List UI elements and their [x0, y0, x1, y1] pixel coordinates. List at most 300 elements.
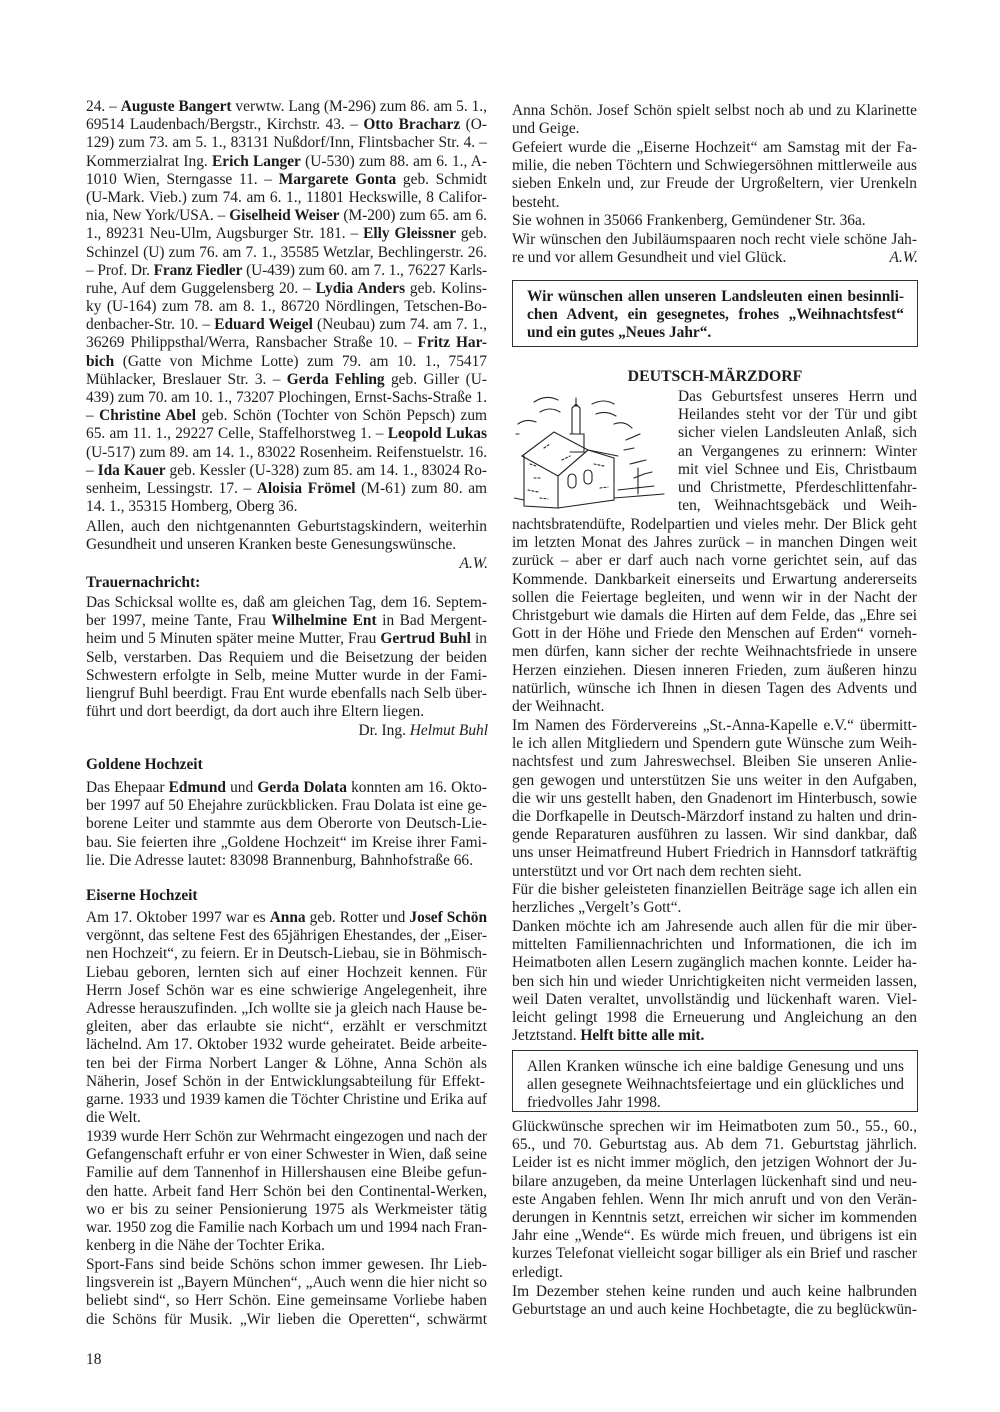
line-content: [86, 779, 487, 796]
line-content: [512, 899, 681, 916]
line-content: [86, 153, 487, 170]
text-run: 1939 wurde Herr Schön zur Wehrmacht eingezogen und nach der: [86, 1128, 487, 1145]
text-run: 129) zum 73. am 5. 1., 83131 Nußdorf/Inn, Flintsbacher Str. 4. –: [86, 134, 487, 152]
line-content: [86, 1292, 487, 1309]
text-line: [86, 1128, 488, 1146]
text-run: die Welt.: [86, 1109, 141, 1127]
text-run: lie. Die Adresse lautet: 83098 Brannenburg, Bahnhofstraße 66.: [86, 851, 473, 869]
line-content: [678, 424, 917, 441]
text-line: [512, 918, 918, 936]
line-content: [527, 324, 711, 341]
line-content: [512, 1301, 917, 1318]
text-line: [86, 1055, 488, 1073]
text-line: [512, 790, 918, 808]
line-content: [86, 298, 487, 315]
text-line: [512, 1209, 918, 1227]
text-line: [512, 808, 918, 826]
text-run: Mühlacker, Breslauer Str. 3. –: [86, 370, 287, 388]
text-line: [86, 498, 297, 516]
text-run: Heimatboten allen Lesern zugänglich machen konnte. Leider ha-: [512, 954, 917, 972]
text-run: Jahr eine „Wende“. Es würde mich freuen, und übrigens ist ein: [512, 1227, 917, 1245]
line-content: [86, 887, 198, 904]
line-content: [512, 881, 917, 898]
text-line: [512, 1009, 918, 1027]
text-line: [86, 1164, 488, 1182]
text-line: [512, 139, 918, 157]
text-line: [889, 249, 918, 267]
text-line: [86, 1091, 488, 1109]
text-line: [86, 171, 488, 189]
line-content: [86, 982, 487, 999]
paragraph: [512, 717, 918, 881]
text-line: [512, 1227, 918, 1245]
text-line: [86, 909, 488, 927]
text-run: DEUTSCH-MÄRZDORF: [627, 368, 803, 385]
line-content: [512, 516, 917, 533]
paragraph: [678, 388, 918, 515]
page-number: 18: [86, 1351, 102, 1368]
line-content: [86, 667, 487, 684]
line-content: [86, 815, 487, 832]
paragraph: [86, 1128, 488, 1255]
text-run: ber 1997, meine Tante, Frau: [86, 612, 272, 630]
text-run: (M-61) zum 80. am: [355, 479, 487, 497]
line-content: [86, 1219, 487, 1236]
line-content: [512, 552, 917, 569]
line-content: [889, 249, 918, 266]
text-run: unterstützt und vor Ort nach dem rechten sieht.: [512, 862, 802, 880]
text-run: gen gewogen und unterstützen Sie uns weiter in den Aufgaben,: [512, 771, 917, 789]
text-run: geb. Schmidt: [396, 170, 487, 188]
text-line: [86, 280, 488, 298]
line-content: [86, 480, 487, 497]
text-run: erledigt.: [512, 1263, 563, 1281]
text-run: Familie auf dem Tannenhof in Hillershausen eine Bleibe gefun-: [86, 1164, 487, 1182]
text-run: die Dorfkapelle in Deutsch-Märzdorf instand zu halten und drin-: [512, 807, 917, 825]
text-run: ruhe, Auf dem Guggelensberg 20. –: [86, 279, 316, 297]
line-content: [86, 244, 487, 261]
line-content: [86, 207, 487, 224]
text-line: [512, 212, 866, 230]
text-run: 1., 89231 Neu-Ulm, Augsburger Str. 181. –: [86, 225, 364, 243]
line-content: [512, 1136, 917, 1153]
text-line: [678, 479, 918, 497]
text-line: [512, 1173, 918, 1191]
text-run: in Bad Mergent-: [376, 612, 487, 630]
text-run: ber 1997 auf 50 Ehejahre zurückblicken. Frau Dolata ist eine ge-: [86, 797, 487, 815]
line-content: [86, 334, 487, 351]
paragraph: [86, 518, 488, 554]
text-run: 14. 1., 35315 Homberg, Oberg 36.: [86, 498, 298, 516]
text-line: [86, 927, 488, 945]
text-run: Anna Schön. Josef Schön spielt selbst noch ab und zu Klarinette: [512, 102, 917, 119]
text-run: (U-439) zum 60. am 7. 1., 76227 Karls-: [242, 261, 487, 279]
line-content: [459, 555, 488, 572]
paragraph: [86, 779, 488, 870]
line-content: [86, 612, 487, 629]
signature: [512, 249, 918, 267]
text-line: [512, 717, 918, 735]
text-run: und Christmette, Pferdeschlittenfahr-: [678, 478, 917, 496]
text-run: und: [225, 779, 258, 796]
text-run: men dürfen, kann sicher der rechte Weihnachtsfriede in unsere: [512, 643, 917, 661]
text-run: Für die bisher geleisteten finanziellen Beiträge sage ich allen ein: [512, 881, 917, 898]
text-line: [86, 797, 488, 815]
line-content: [86, 1128, 487, 1145]
paragraph: [512, 1283, 918, 1319]
line-content: [86, 834, 487, 851]
text-line: [512, 1136, 918, 1154]
line-content: [86, 945, 487, 962]
text-run: (Gatte von Michme Lotte) zum 79. am 10. 1., 75417: [114, 352, 487, 370]
text-run: verwtw. Lang (M-296) zum 86. am 5. 1.,: [231, 98, 487, 115]
line-content: [512, 1227, 917, 1244]
text-run: Glückwünsche sprechen wir im Heimatboten zum 50., 55., 60.,: [512, 1118, 917, 1135]
text-run: die wir uns gestellt haben, den Gnadenort im Hinterbusch, sowie: [512, 789, 917, 807]
text-run: Jetztstand.: [512, 1027, 581, 1045]
line-content: [512, 1191, 917, 1208]
bold-name-edmund: Edmund: [168, 779, 226, 796]
text-run: Allen, auch den nichtgenannten Geburtstagskindern, weiterhin: [86, 518, 487, 535]
text-line: [512, 368, 918, 386]
text-line: [678, 406, 918, 424]
text-run: Christgeburt wie damals die Hirten auf dem Felde, das „Ehre sei: [512, 606, 917, 624]
text-run: –: [86, 407, 100, 425]
text-run: ten, Weihnachtsgebäck und Weih-: [678, 497, 917, 515]
line-content: [678, 461, 917, 478]
bold-name-anna: Anna: [269, 909, 306, 926]
text-line: [86, 316, 488, 334]
text-run: allen gesegnete Weihnachtsfeiertage und ein glückliches und: [527, 1076, 904, 1094]
bold-name-eduard-weigel: Eduard Weigel: [214, 316, 313, 334]
text-line: [512, 680, 918, 698]
line-content: [512, 1264, 563, 1281]
text-line: [86, 756, 203, 774]
line-content: [86, 649, 487, 666]
line-content: [86, 444, 487, 461]
text-line: [678, 424, 918, 442]
text-line: [86, 98, 488, 116]
paragraph: [512, 212, 918, 230]
text-run: beliebt sind“, so Herr Schön. Eine gemeinsame Vorliebe haben: [86, 1292, 487, 1310]
text-run: Gefeiert wurde die „Eiserne Hochzeit“ am Samstag mit der Fa-: [512, 139, 917, 156]
text-run: uns unser Heimatfreund Hubert Friedrich in Hannsdorf tatkräftig: [512, 844, 917, 862]
text-line: [86, 649, 488, 667]
text-line: [86, 1311, 488, 1329]
line-content: [86, 1073, 485, 1090]
text-run: natürlich, wünsche ich Ihnen in diesen Tagen des Advents und: [512, 679, 917, 697]
text-run: gleiten, aber das erlaubte sie nicht“, erzählt er verschmitzt: [86, 1018, 487, 1036]
text-run: an Vergangenes zu erinnern: Winter: [678, 442, 917, 460]
line-content: [86, 1109, 141, 1126]
text-run: Herzen einziehen. Diesen inneren Frieden, zum äußeren hinzu: [512, 661, 917, 679]
line-content: [86, 1311, 487, 1328]
text-run: Adresse herauszufinden. „Ich wollte sie ja gleich nach Hause be-: [86, 999, 487, 1017]
paragraph: [512, 516, 918, 716]
text-run: Gott in der Höhe und Friede den Menschen auf Erden“ vorneh-: [512, 625, 917, 643]
line-content: [512, 918, 917, 935]
text-line: [512, 607, 918, 625]
text-line: [512, 157, 918, 175]
text-run: führt und dort beerdigt, da dort auch ihre Eltern liegen.: [86, 703, 425, 721]
text-line: [86, 1201, 488, 1219]
text-line: [86, 518, 488, 536]
bold-name-fritz-har: Fritz Har-: [417, 334, 487, 352]
text-run: (U-517) zum 89. am 14. 1., 83022 Rosenheim. Reifenstuelstr. 16.: [86, 443, 487, 461]
line-content: [512, 698, 605, 715]
text-run: nachtsbratendüfte, Rodelpartien und vieles mehr. Der Blick geht: [512, 516, 917, 533]
text-line: [86, 425, 488, 443]
paragraph: [86, 1256, 488, 1329]
text-run: und ein gutes „Neues Jahr“.: [527, 324, 712, 342]
bold-name-leopold-lukas: Leopold Lukas: [387, 425, 487, 443]
text-run: Trauernachricht:: [86, 574, 201, 591]
text-run: zurück – aber er darf auch nach vorne gerichtet sein, auf das: [512, 552, 917, 570]
line-content: [512, 1173, 917, 1190]
text-line: [512, 954, 918, 972]
section-title: [512, 368, 918, 386]
text-line: [512, 1264, 563, 1282]
text-line: [86, 667, 488, 685]
bold-name-otto-bracharz: Otto Bracharz: [363, 116, 461, 134]
text-run: Am 17. Oktober 1997 war es: [86, 909, 270, 926]
line-content: [86, 703, 424, 720]
text-line: [86, 207, 488, 225]
line-content: [86, 518, 487, 535]
line-content: [512, 954, 917, 971]
line-content: [86, 225, 487, 242]
text-run: Eiserne Hochzeit: [86, 887, 198, 904]
text-run: Selb, verstarben. Das Requiem und die Beisetzung der beiden: [86, 648, 487, 666]
line-content: [86, 371, 487, 388]
bold-name-josef-scho-n: Josef Schön: [409, 909, 488, 926]
italic-author-helmut-buhl: Helmut Buhl: [409, 722, 488, 739]
text-line: [86, 594, 488, 612]
text-line: [86, 298, 488, 316]
text-run: liengruf Buhl beerdigt. Frau Ent wurde ebenfalls nach Selb über-: [86, 684, 487, 702]
text-run: geb. Schön (Tochter von Schön Pepsch) zum: [195, 407, 487, 425]
line-content: [512, 936, 917, 953]
section-heading: [86, 887, 488, 905]
text-line: [512, 571, 918, 589]
text-run: geb.: [456, 225, 487, 243]
line-content: [86, 797, 487, 814]
line-content: [86, 909, 487, 926]
text-run: Kommerzialrat Ing.: [86, 152, 212, 170]
line-content: [86, 1164, 487, 1181]
bold-name-lydia-anders: Lydia Anders: [315, 279, 406, 297]
text-line: [512, 881, 918, 899]
line-content: [86, 756, 203, 773]
signature: [86, 555, 488, 573]
line-content: [86, 574, 200, 591]
line-content: [512, 826, 917, 843]
text-run: wo er bis zu seiner Pensionierung 1975 als Werkmeister tätig: [86, 1200, 487, 1218]
text-run: derungen in Kenntnis setzt, erreichen wir sicher im kommenden: [512, 1208, 917, 1226]
text-line: [86, 1018, 488, 1036]
text-run: Goldene Hochzeit: [86, 756, 203, 773]
text-run: (Neubau) zum 74. am 7. 1.,: [312, 316, 487, 334]
text-line: [527, 288, 905, 306]
text-run: leicht gelingt 1998 die Erneuerung und Angleichung an den: [512, 1008, 917, 1026]
text-line: [86, 480, 488, 498]
line-content: [86, 1018, 487, 1035]
text-line: [678, 388, 918, 406]
text-run: die Schöns für Musik. „Wir lieben die Operetten“, schwärmt: [86, 1310, 487, 1328]
bold-name-christine-abel: Christine Abel: [99, 407, 196, 425]
line-content: [512, 194, 559, 211]
line-content: [512, 662, 917, 679]
text-run: chen Advent, ein gesegnetes, frohes „Weihnachtsfest“: [527, 306, 904, 324]
text-line: [86, 1000, 488, 1018]
text-line: [512, 1118, 918, 1136]
bold-name-margarete-gonta: Margarete Gonta: [278, 170, 397, 188]
text-line: [512, 175, 918, 193]
text-line: [86, 1183, 488, 1201]
text-line: [86, 964, 488, 982]
paragraph: [86, 98, 488, 516]
text-run: Das Ehepaar: [86, 779, 169, 796]
text-line: [86, 262, 488, 280]
text-line: [86, 444, 488, 462]
text-line: [512, 662, 918, 680]
line-content: [512, 231, 917, 248]
text-line: [512, 772, 918, 790]
line-content: [512, 102, 917, 119]
text-run: le ich allen Mitgliedern und Spendern gute Wünsche zum Weih-: [512, 735, 917, 753]
line-content: [86, 134, 487, 151]
text-run: geb. Kessler (U-328) zum 85. am 14. 1., 83024 Ro-: [165, 461, 488, 479]
paragraph: [512, 102, 918, 138]
line-content: [628, 368, 803, 385]
line-content: [678, 479, 917, 496]
text-run: Herrn Josef Schön war es eine schwierige Angelegenheit, ihre: [86, 981, 487, 999]
line-content: [86, 594, 487, 611]
section-heading: [86, 756, 488, 774]
line-content: [86, 171, 487, 188]
text-line: [86, 334, 488, 352]
text-line: [86, 353, 488, 371]
text-line: [86, 852, 473, 870]
italic-author-a-w: A.W.: [459, 555, 488, 572]
text-line: [512, 1154, 918, 1172]
text-run: (U-Mark. Vieb.) zum 74. am 6. 1., 11801 Heckswille, 8 Califor-: [86, 188, 487, 206]
line-content: [512, 717, 917, 734]
line-content: [527, 1076, 904, 1093]
text-run: 65., und 70. Geburtstag aus. Ab dem 71. Geburtstag jährlich.: [512, 1136, 917, 1154]
line-content: [678, 443, 917, 460]
text-line: [512, 516, 918, 534]
line-content: [512, 772, 917, 789]
text-run: denbacher-Str. 10. –: [86, 316, 215, 334]
text-line: [527, 306, 905, 324]
text-run: nachtsfest und zum Jahreswechsel. Bleiben Sie unseren Anlie-: [512, 753, 917, 771]
bold-name-ida-kauer: Ida Kauer: [97, 461, 166, 479]
text-run: bau. Sie feierten ihre „Goldene Hochzeit“ im Kreise ihrer Fami-: [86, 833, 487, 851]
line-content: [86, 630, 487, 647]
text-run: Kommende. Dankbarkeit einerseits und Erwartung andererseits: [512, 570, 917, 588]
text-line: [86, 225, 488, 243]
text-line: [86, 462, 488, 480]
italic-author-a-w: A.W.: [889, 249, 918, 266]
text-run: Gesundheit und unseren Kranken beste Genesungswünsche.: [86, 536, 457, 554]
line-content: [86, 1274, 487, 1291]
text-run: milie, die neben Töchtern und Schwiegersöhnen mittlerweile aus: [512, 157, 917, 175]
text-run: Heilandes steht vor der Tür und gibt: [678, 406, 917, 424]
text-run: Näherin, Josef Schön in der Entwicklungsabteilung für Effekt-: [86, 1072, 486, 1090]
line-content: [86, 927, 487, 944]
text-run: war. 1950 zog die Familie nach Korbach um und 1994 nach Fran-: [86, 1218, 487, 1236]
text-run: vergönnt, das seltene Fest des 65jährigen Ehestandes, der „Eiser-: [86, 927, 487, 945]
line-content: [86, 425, 487, 442]
line-content: [86, 262, 487, 279]
line-content: [512, 212, 866, 229]
line-content: [86, 536, 456, 553]
paragraph: [86, 594, 488, 721]
line-content: [678, 406, 917, 423]
text-line: [86, 982, 488, 1000]
line-content: [512, 1154, 917, 1171]
text-run: nen Hochzeit“, zu feiern. Er in Deutsch-Liebau, sie in Böhmisch-: [86, 945, 487, 963]
line-content: [512, 534, 917, 551]
line-content: [86, 407, 487, 424]
text-line: [512, 231, 918, 249]
line-content: [512, 1118, 917, 1135]
line-content: [512, 808, 917, 825]
line-content: [512, 1283, 917, 1300]
text-run: ky (U-164) zum 78. am 8. 1., 86720 Nördlingen, Tetschen-Bo-: [86, 298, 487, 316]
line-content: [512, 625, 917, 642]
text-run: senheim, Lessingstr. 17. –: [86, 479, 257, 497]
text-run: (U-530) zum 88. am 6. 1., A-: [300, 152, 487, 170]
text-line: [512, 1191, 918, 1209]
text-line: [512, 102, 918, 120]
line-content: [86, 964, 487, 981]
bold-name-gertrud-buhl: Gertrud Buhl: [380, 630, 471, 648]
text-line: [86, 1274, 488, 1292]
text-line: [512, 826, 918, 844]
line-content: [512, 973, 917, 990]
text-line: [527, 1076, 905, 1094]
text-run: konnten am 16. Okto-: [346, 779, 488, 796]
text-run: in: [470, 630, 487, 648]
text-line: [86, 1256, 488, 1274]
text-run: kurzes Telefonat vielleicht sogar billiger als ein Brief und rascher: [512, 1245, 917, 1263]
line-content: [86, 116, 487, 133]
line-content: [358, 722, 488, 739]
paragraph: [512, 139, 918, 212]
paragraph: [512, 918, 918, 1045]
text-run: 24. –: [86, 98, 121, 115]
line-content: [512, 863, 802, 880]
text-run: mittelten Familiennachrichten und Informationen, die ich im: [512, 936, 917, 954]
line-content: [512, 120, 580, 137]
bold-name-aloisia-fro-mel: Aloisia Frömel: [256, 479, 356, 497]
text-line: [86, 834, 488, 852]
text-run: 69514 Laudenbach/Bergstr., Kirchstr. 43. –: [86, 116, 364, 134]
line-content: [86, 1237, 325, 1254]
text-line: [512, 534, 918, 552]
text-line: [512, 1245, 918, 1263]
text-line: [86, 574, 200, 592]
line-content: [86, 1000, 487, 1017]
text-run: 1010 Wien, Sterngasse 11. –: [86, 170, 279, 188]
text-run: 439) zum 70. am 10. 1., 73207 Plochingen, Ernst-Sachs-Straße 1.: [86, 389, 487, 406]
text-run: den hatte. Arbeit fand Herr Schön bei den Continental-Werken,: [86, 1182, 487, 1200]
text-line: [358, 722, 488, 740]
text-run: (M-200) zum 65. am 6.: [339, 207, 487, 225]
line-content: [512, 753, 917, 770]
